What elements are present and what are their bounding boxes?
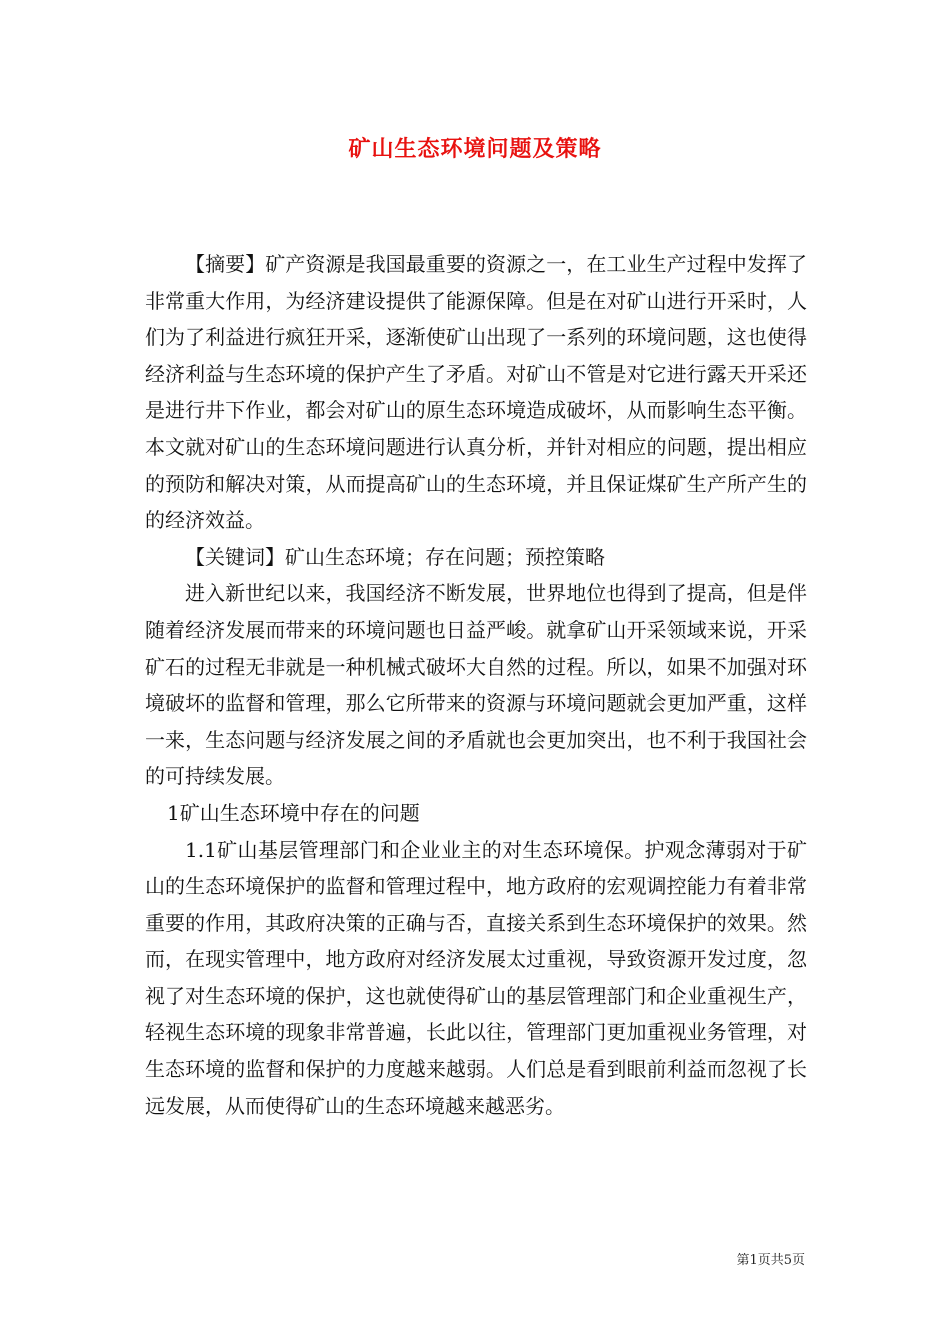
intro-paragraph: 进入新世纪以来，我国经济不断发展，世界地位也得到了提高，但是伴随着经济发展而带来的环境问题也日益严峻。就拿矿山开采领域来说，开采矿石的过程无非就是一种机械式破坏大自然的过程。所以，如果不加强对环境破坏的监督和管理，那么它所带来的资源与环境问题就会更加严重，这样一来，生态问题与经济发展之间的矛盾就也会更加突出，也不利于我国社会的可持续发展。	[145, 581, 807, 789]
subsection-paragraph: 1.1矿山基层管理部门和企业业主的对生态环境保。护观念薄弱对于矿山的生态环境保护的监督和管理过程中，地方政府的宏观调控能力有着非常重要的作用，其政府决策的正确与否，直接关系到生态环境保护的效果。然而，在现实管理中，地方政府对经济发展太过重视，导致资源开发过度，忽视了对生态环境的保护，这也就使得矿山的基层管理部门和企业重视生产，轻视生态环境的现象非常普遍，长此以往，管理部门更加重视业务管理，对生态环境的监督和保护的力度越来越弱。人们总是看到眼前利益而忽视了长远发展，从而使得矿山的生态环境越来越恶劣。	[145, 837, 807, 1118]
page-number-footer: 第1页共5页	[736, 1253, 805, 1268]
document-title: 矿山生态环境问题及策略	[348, 136, 602, 162]
document-body	[145, 246, 807, 1124]
section-heading: 1矿山生态环境中存在的问题	[167, 800, 420, 825]
abstract-paragraph: 【摘要】矿产资源是我国最重要的资源之一，在工业生产过程中发挥了非常重大作用，为经济建设提供了能源保障。但是在对矿山进行开采时，人们为了利益进行疯狂开采，逐渐使矿山出现了一系列的环境问题，这也使得经济利益与生态环境的保护产生了矛盾。对矿山不管是对它进行露天开采还是进行井下作业，都会对矿山的原生态环境造成破坏，从而影响生态平衡。本文就对矿山的生态环境问题进行认真分析，并针对相应的问题，提出相应的预防和解决对策，从而提高矿山的生态环境，并且保证煤矿生产所产生的的经济效益。	[145, 252, 807, 533]
keywords-paragraph: 【关键词】矿山生态环境；存在问题；预控策略	[185, 544, 605, 569]
